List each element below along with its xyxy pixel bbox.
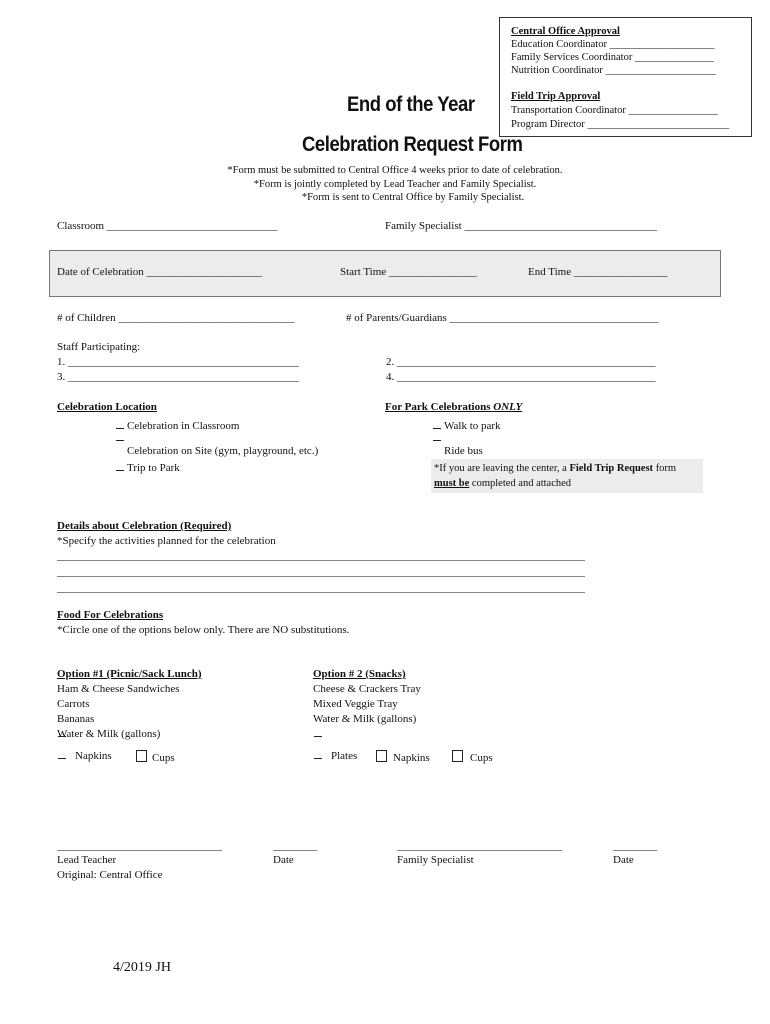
staff-line-1[interactable]: 1. __________________________________________ <box>57 356 299 368</box>
food-title: Food For Celebrations <box>57 609 164 621</box>
date-time-box <box>49 250 721 297</box>
education-coordinator-field[interactable]: Education Coordinator ____________________ <box>511 39 715 50</box>
option2-plates[interactable]: Plates <box>314 750 357 762</box>
family-specialist-signature-line[interactable]: ______________________________ <box>397 840 562 852</box>
staff-line-3[interactable]: 3. __________________________________________ <box>57 371 299 383</box>
checkbox-line-icon[interactable] <box>433 420 441 429</box>
note-1: *Form must be submitted to Central Office 4 weeks prior to date of celebration. <box>227 165 563 176</box>
details-line-1[interactable]: ________________________________________________________________________________________________ <box>57 550 585 562</box>
option2-napkins[interactable]: Napkins <box>376 750 430 764</box>
checkbox-line-icon[interactable] <box>116 440 124 441</box>
park-celebrations-title: For Park Celebrations ONLY <box>385 401 523 413</box>
lead-teacher-signature-line[interactable]: ______________________________ <box>57 840 222 852</box>
field-trip-note: *If you are leaving the center, a Field Trip Request form must be completed and attached <box>431 459 703 493</box>
num-parents-field[interactable]: # of Parents/Guardians ______________________________________ <box>346 312 659 324</box>
location-option-classroom[interactable]: Celebration in Classroom <box>116 420 239 432</box>
note-2: *Form is jointly completed by Lead Teacher and Family Specialist. <box>253 178 537 190</box>
location-option-onsite[interactable]: Celebration on Site (gym, playground, etc.) <box>116 440 318 457</box>
staff-participating-label: Staff Participating: <box>57 341 141 353</box>
food-instructions: *Circle one of the options below only. There are NO substitutions. <box>57 624 350 636</box>
option2-item: Water & Milk (gallons) <box>313 713 417 725</box>
option1-item: Ham & Cheese Sandwiches <box>57 683 180 695</box>
checkbox-icon[interactable] <box>376 750 387 762</box>
staff-line-2[interactable]: 2. _______________________________________________ <box>386 356 656 368</box>
dash-icon <box>58 736 66 737</box>
end-time-field[interactable]: End Time _________________ <box>528 266 668 278</box>
date-label-2: Date <box>613 854 634 866</box>
details-line-3[interactable]: ________________________________________________________________________________________________ <box>57 582 585 594</box>
page-title-line1: End of the Year <box>347 93 475 116</box>
field-trip-approval-title: Field Trip Approval <box>511 91 601 102</box>
option1-napkins[interactable]: Napkins <box>58 750 112 762</box>
note-3: *Form is sent to Central Office by Family Specialist. <box>301 192 525 203</box>
footer-revision: 4/2019 JH <box>113 960 171 975</box>
option1-cups[interactable]: Cups <box>136 750 175 764</box>
checkbox-line-icon[interactable] <box>116 420 124 429</box>
checkbox-icon[interactable] <box>452 750 463 762</box>
checkbox-line-icon[interactable] <box>58 750 66 759</box>
details-instructions: *Specify the activities planned for the celebration <box>57 535 276 547</box>
family-specialist-field[interactable]: Family Specialist ___________________________________ <box>385 220 657 232</box>
dash-icon <box>314 736 322 737</box>
central-office-approval-title: Central Office Approval <box>511 26 620 37</box>
option2-item: Mixed Veggie Tray <box>313 698 398 710</box>
program-director-field[interactable]: Program Director ___________________________ <box>511 119 730 130</box>
location-option-park[interactable]: Trip to Park <box>116 462 180 474</box>
lead-teacher-date-line[interactable]: ________ <box>273 840 317 852</box>
park-option-bus[interactable]: Ride bus <box>433 440 483 457</box>
checkbox-icon[interactable] <box>136 750 147 762</box>
option1-title[interactable]: Option #1 (Picnic/Sack Lunch) <box>57 668 202 680</box>
date-label-1: Date <box>273 854 294 866</box>
family-specialist-date-line[interactable]: ________ <box>613 840 657 852</box>
checkbox-line-icon[interactable] <box>314 750 322 759</box>
option2-item: Cheese & Crackers Tray <box>313 683 421 695</box>
staff-line-4[interactable]: 4. _______________________________________________ <box>386 371 656 383</box>
option2-cups[interactable]: Cups <box>452 750 493 764</box>
start-time-field[interactable]: Start Time ________________ <box>340 266 477 278</box>
transportation-coordinator-field[interactable]: Transportation Coordinator _________________ <box>511 105 718 116</box>
page-title-line2: Celebration Request Form <box>302 133 523 156</box>
family-specialist-label: Family Specialist <box>397 854 474 866</box>
checkbox-line-icon[interactable] <box>116 462 124 471</box>
celebration-location-title: Celebration Location <box>57 401 157 413</box>
nutrition-coordinator-field[interactable]: Nutrition Coordinator _____________________ <box>511 65 716 76</box>
form-notes <box>0 164 770 205</box>
option1-item: Bananas <box>57 713 95 725</box>
original-central-office-label: Original: Central Office <box>57 869 163 881</box>
classroom-field[interactable]: Classroom _______________________________ <box>57 220 278 232</box>
park-option-walk[interactable]: Walk to park <box>433 420 501 432</box>
date-of-celebration-field[interactable]: Date of Celebration _____________________ <box>57 266 262 278</box>
option1-item: Water & Milk (gallons) <box>57 728 161 740</box>
option2-title[interactable]: Option # 2 (Snacks) <box>313 668 406 680</box>
lead-teacher-label: Lead Teacher <box>57 854 117 866</box>
num-children-field[interactable]: # of Children ________________________________ <box>57 312 295 324</box>
family-services-coordinator-field[interactable]: Family Services Coordinator _______________ <box>511 52 714 63</box>
checkbox-line-icon[interactable] <box>433 440 441 441</box>
option1-item: Carrots <box>57 698 90 710</box>
details-title: Details about Celebration (Required) <box>57 520 232 532</box>
approval-box <box>499 17 752 137</box>
details-line-2[interactable]: ________________________________________________________________________________________________ <box>57 566 585 578</box>
